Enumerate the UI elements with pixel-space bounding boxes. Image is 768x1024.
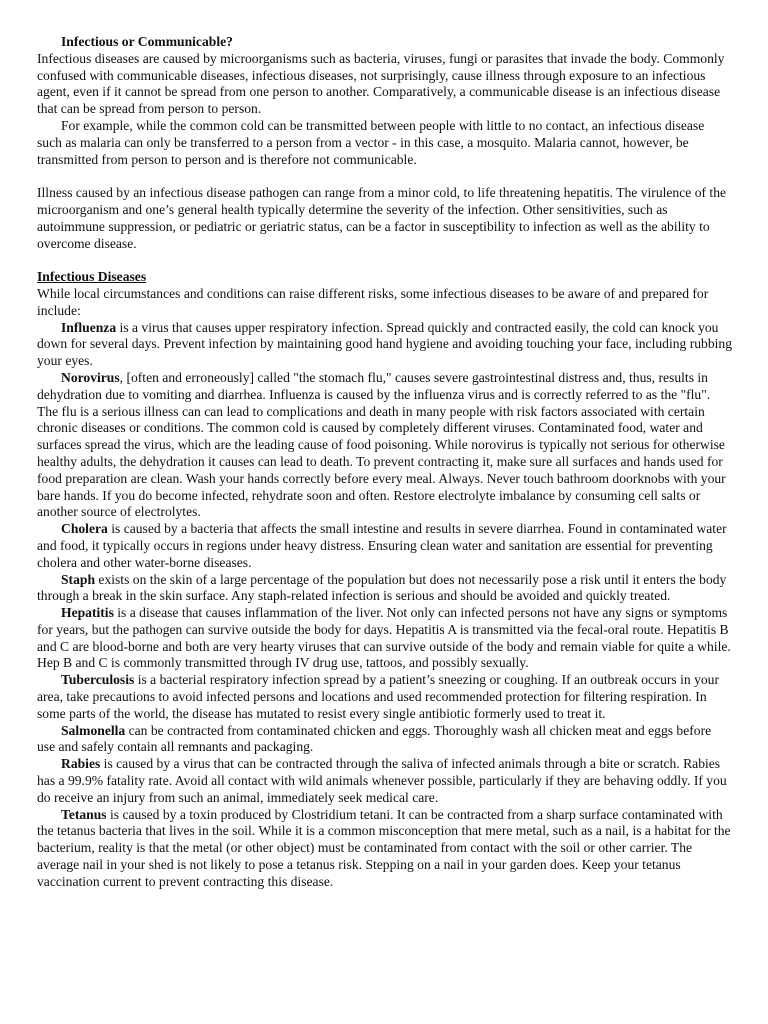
disease-paragraph — [37, 807, 732, 891]
disease-name: Hepatitis — [61, 605, 114, 621]
disease-name: Salmonella — [61, 722, 126, 738]
section-intro: While local circumstances and conditions can raise different risks, some infectious diseases to be aware of and prepared for include: — [37, 285, 709, 318]
disease-description: is a virus that causes upper respiratory infection. Spread quickly and contracted easily, the cold can knock you down for several days. Prevent infection by maintaining good hand hygiene and avoiding touching your face, including rubbing your eyes. — [37, 319, 733, 369]
disease-description: exists on the skin of a large percentage of the population but does not necessarily pose a risk until it enters the body through a break in the skin surface. Any staph-related infection is serious and should be avoided and quickly treated. — [37, 571, 727, 604]
disease-description: can be contracted from contaminated chicken and eggs. Thoroughly wash all chicken meat and eggs before use and safely contain all remnants and packaging. — [37, 722, 712, 755]
intro-paragraph: Infectious diseases are caused by microorganisms such as bacteria, viruses, fungi or parasites that invade the body. Commonly confused with communicable diseases, infectious diseases, not surprisingly, cause illness through exposure to an infectious agent, even if it cannot be spread from one person to another. Comparatively, a communicable disease is an infectious disease that can be spread from person to person. — [37, 50, 725, 117]
disease-description: is a disease that causes inflammation of the liver. Not only can infected persons not have any signs or symptoms for years, but the pathogen can survive outside the body for days. Hepatitis A is transmitted via the fecal-oral route. Hepatitis B and C are blood-borne and both are very hearty viruses that can survive outside of the body and remain viable for quite a while. Hep B and C is commonly transmitted through IV drug use, tattoos, and possibly sexually. — [37, 605, 731, 671]
disease-name: Tuberculosis — [61, 672, 135, 688]
intro-paragraph: For example, while the common cold can be transmitted between people with little to no contact, an infectious disease such as malaria can only be transferred to a person from a vector - in this case, a mosquito. Malaria cannot, however, be transmitted from person to person and is therefore not communicable. — [37, 117, 705, 167]
disease-name: Cholera — [61, 521, 108, 537]
disease-paragraph — [37, 672, 732, 722]
disease-paragraph — [37, 572, 732, 606]
disease-description: is caused by a virus that can be contracted through the saliva of infected animals through a bite or scratch. Rabies has a 99.9% fatality rate. Avoid all contact with wild animals whenever possible, particularly if they are behaving oddly. If you do receive an injury from such an animal, immediately seek medical care. — [37, 756, 727, 805]
disease-description: is a bacterial respiratory infection spread by a patient’s sneezing or coughing. If an outbreak occurs in your area, take precautions to avoid infected persons and locations and used recommended protection for filtering respiration. In some parts of the world, the disease has mutated to resist every single antibiotic formerly used to treat it. — [37, 672, 720, 721]
disease-description: is caused by a toxin produced by Clostridium tetani. It can be contracted from a sharp surface contaminated with the tetanus bacteria that lives in the soil. While it is a common misconception that mere metal, such as a nail, is a habitat for the bacterium, reality is that the metal (or other object) must be contaminated from contact with the soil or other carrier. The average nail in your shed is not likely to pose a tetanus risk. Stepping on a nail in your garden does. Keep your tetanus vaccination current to prevent contracting this disease. — [37, 806, 731, 889]
disease-name: Rabies — [61, 756, 101, 772]
disease-name: Norovirus — [61, 369, 120, 385]
disease-name: Staph — [61, 571, 96, 587]
disease-paragraph — [37, 521, 732, 571]
disease-description: , [often and erroneously] called "the stomach flu," causes severe gastrointestinal distress and, thus, results in dehydration due to vomiting and diarrhea. Influenza is caused by the influenza virus and is correctly referred to as the "flu". The flu is a serious illness can can lead to complications and death in many people with risk factors associated with certain chronic diseases or conditions. The common cold is caused by completely different viruses. Contaminated food, water and surfaces spread the virus, which are the leading cause of food poisoning. While norovirus is typically not serious for otherwise healthy adults, the dehydration it causes can lead to death. To prevent contracting it, make sure all surfaces and hands used for food preparation are clean. Wash your hands correctly before every meal. Always. Never touch bathroom doorknobs with your bare hands. If you do become infected, rehydrate soon and often. Restore electrolyte imbalance by consuming cell salts or another source of electrolytes. — [37, 369, 726, 520]
document-title: Infectious or Communicable? — [61, 34, 233, 49]
disease-paragraph — [37, 723, 732, 757]
disease-paragraph — [37, 605, 732, 672]
disease-paragraph — [37, 320, 732, 370]
disease-paragraph — [37, 370, 732, 521]
section-heading: Infectious Diseases — [37, 269, 147, 285]
disease-name: Influenza — [61, 319, 117, 335]
disease-name: Tetanus — [61, 806, 107, 822]
disease-paragraph — [37, 756, 732, 806]
disease-description: is caused by a bacteria that affects the small intestine and results in severe diarrhea. Found in contaminated water and food, it typically occurs in regions under heavy distress. Ensuring clean water and sanitation are essential for preventing cholera and other water-borne diseases. — [37, 521, 727, 570]
intro-paragraph: Illness caused by an infectious disease pathogen can range from a minor cold, to life threatening hepatitis. The virulence of the microorganism and one’s general health typically determine the severity of the infection. Other sensitivities, such as autoimmune suppression, or pediatric or geriatric status, can be a factor in susceptibility to infection as well as the ability to overcome disease. — [37, 185, 727, 251]
